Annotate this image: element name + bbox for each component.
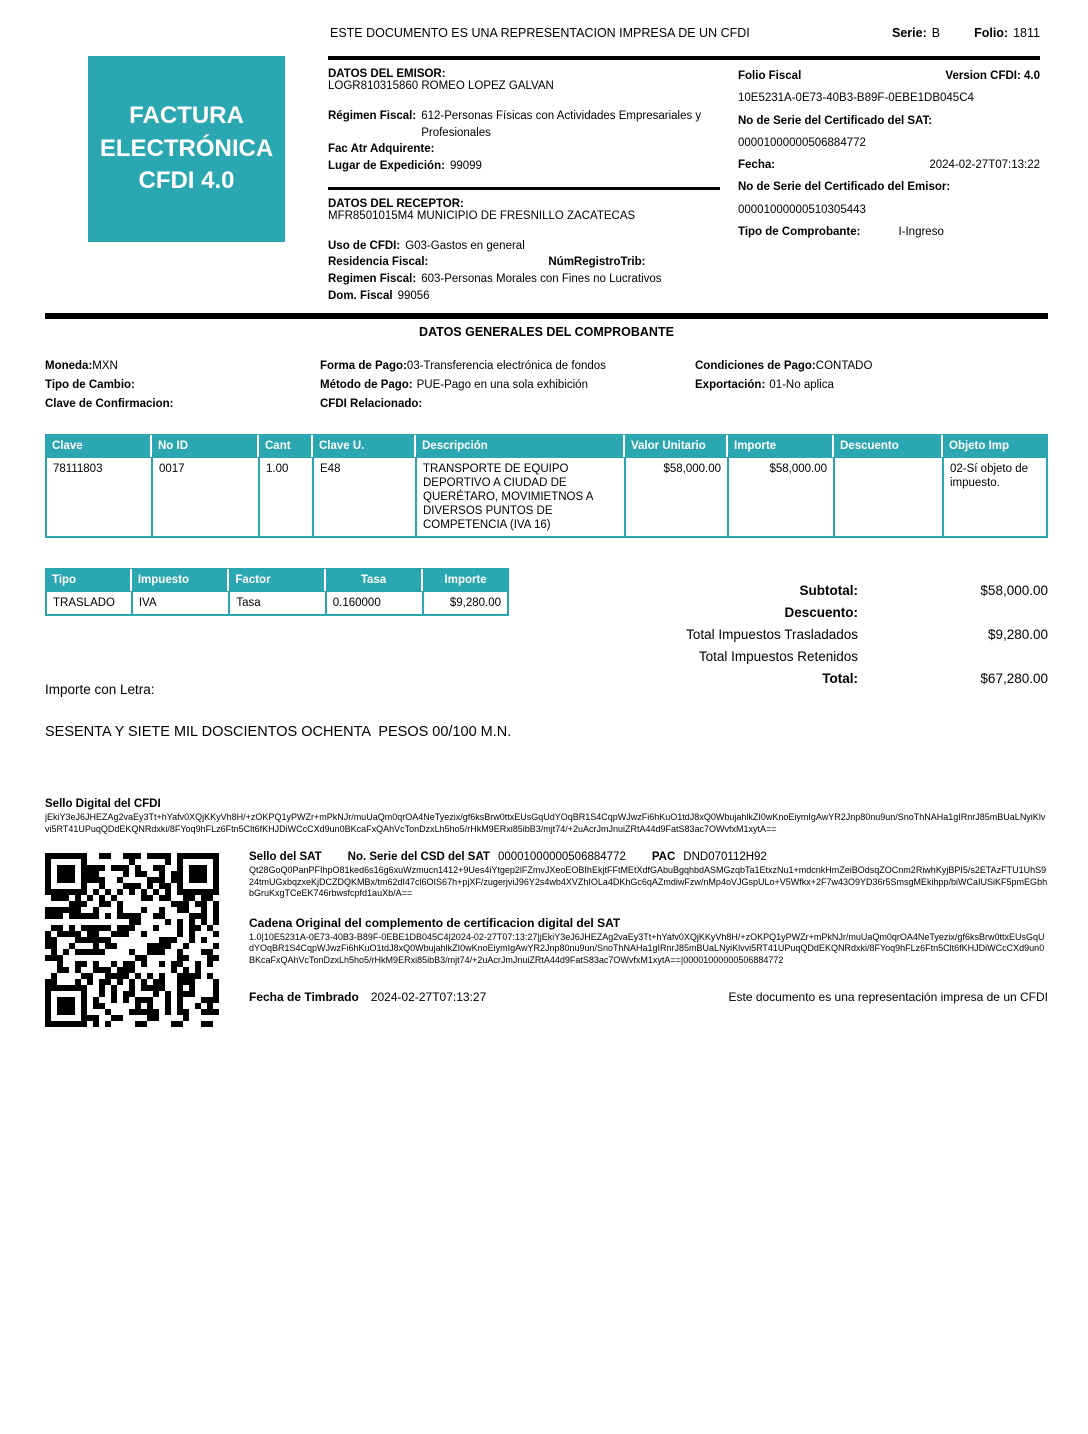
generales-title: DATOS GENERALES DEL COMPROBANTE [419,325,674,340]
uuid-row [738,90,1040,107]
top-header [330,26,1040,40]
receptor-uso-row [328,238,720,255]
items-header-cant: Cant [259,435,313,457]
receptor-block [328,187,720,305]
exportacion-row [695,376,1048,395]
descuento-value [858,602,1048,624]
forma-pago-row [320,357,695,376]
fiscal-column [738,68,1040,304]
csd-value: 00001000000506884772 [497,851,626,864]
emisor-title: DATOS DEL EMISOR: [328,68,446,80]
moneda-value: MXN [92,360,118,373]
invoice-page [0,26,1088,1030]
retenidos-label: Total Impuestos Retenidos [698,648,858,664]
invoice-type-banner [88,56,285,242]
item-descuento [834,457,943,537]
metodo-pago-value: PUE-Pago en una sola exhibición [416,379,588,392]
serie-sat-value-row [738,135,1040,152]
item-descripcion: TRANSPORTE DE EQUIPO DEPORTIVO A CIUDAD DE QUERÉTARO, MOVIMIETNOS A DIVERSOS PUNTOS DE COMPETENCIA (IVA 16) [416,457,625,537]
total-label: Total: [822,670,858,686]
generales-col2 [320,357,695,414]
metodo-pago-row [320,376,695,395]
items-header-objeto-imp: Objeto Imp [943,435,1047,457]
taxes-header-row [46,569,508,591]
table-row [46,457,1047,537]
taxes-header-factor: Factor [229,569,325,591]
representacion-note: Este documento es una representación impresa de un CFDI [728,990,1048,1005]
timbrado-row [249,990,1048,1004]
receptor-regimen-value: 603-Personas Morales con Fines no Lucrativos [421,273,662,286]
items-header-row [46,435,1047,457]
parties-column [328,68,720,304]
emisor-lugar-row [328,158,720,175]
items-header-descuento: Descuento [834,435,943,457]
cadena-title: Cadena Original del complemento de certificacion digital del SAT [249,915,621,930]
serie-emisor-label: No de Serie del Certificado del Emisor: [738,181,951,194]
importe-letra-value: SESENTA Y SIETE MIL DOSCIENTOS OCHENTA PESOS 00/100 M.N. [45,724,512,741]
receptor-residencia-label: Residencia Fiscal: [328,256,429,269]
emisor-facatr-label: Fac Atr Adquirente: [328,143,435,156]
receptor-dom-value: 99056 [397,289,430,302]
serie-value: B [931,26,941,40]
exportacion-label: Exportación: [695,379,766,392]
csd-label: No. Serie del CSD del SAT [347,851,490,864]
tax-factor: Tasa [229,591,325,615]
sello-section [45,798,1048,1030]
receptor-regimen-label: Regimen Fiscal: [328,273,417,286]
subtotal-label: Subtotal: [799,583,858,599]
item-importe: $58,000.00 [728,457,834,537]
sello-sat-title: Sello del SAT [249,851,322,864]
top-section [88,56,1040,304]
retenidos-row [590,646,1048,668]
condiciones-row [695,357,1048,376]
moneda-label: Moneda: [45,360,93,373]
item-claveu: E48 [313,457,416,537]
tipo-comprobante-row [738,224,1040,241]
serie-sat-label-row [738,113,1040,130]
exportacion-value: 01-No aplica [769,379,834,392]
banner-line2: ELECTRÓNICA [99,134,274,162]
clave-confirmacion-label: Clave de Confirmacion: [45,398,174,411]
item-cant: 1.00 [259,457,313,537]
emisor-facatr-row [328,141,720,158]
receptor-dom-row [328,288,720,305]
importe-letra-label: Importe con Letra: [45,682,155,698]
taxes-header-tipo: Tipo [46,569,132,591]
clave-confirmacion-row [45,395,320,414]
folio-fiscal-label: Folio Fiscal [738,70,802,82]
serie-sat-label: No de Serie del Certificado del SAT: [738,114,933,127]
condiciones-value: CONTADO [815,360,873,373]
taxes-header-tasa: Tasa [326,569,424,591]
fecha-row [738,157,1040,174]
cadena-value: 1.0|10E5231A-0E73-40B3-B89F-0EBE1DB045C4|2024-02-27T07:13:27|jEkiY3eJ6JHEZAg2vaEy3Tt+hYafv0XQjKKyVh8H/+zOKPQ1yPWZr+mPkNJr/muUaQm0qrOA4NeTyezix/gf6ksBrw0ttxEUsGqUdYOqBR1S4CqpWJwzFi6hKuO1tdJ8xQ0WbujahlkZI0wKnoEiymIgAwYR2Jnp80nu9un/SnoThNAHa1gIRnrJ85mBUaLNyiKlvvi5RT41UPuqQDdEKQNRdxki/8FYoq9hFLz6Ftn5Clt6fKHJDiWCcCXd9un0BKcaFxQAhVcTonDzxLh5ho5/rHkM9ERxi85ibB3/mjt74/+2uAcrJmJnuiZRtA44d9FatS83ac7OWvfxM1xytA==|00001000000506884772 [249,931,1045,965]
pac-value: DND070112H92 [683,851,767,864]
receptor-title: DATOS DEL RECEPTOR: [328,197,464,210]
descuento-label: Descuento: [784,605,858,621]
pac-label: PAC [651,851,676,864]
receptor-name: MFR8501015M4 MUNICIPIO DE FRESNILLO ZACATECAS [328,209,636,222]
serie-label: Serie: [892,26,927,40]
parties-and-fiscal [328,56,1040,304]
serie-sat-value: 00001000000506884772 [738,136,866,149]
receptor-numregistro-label: NúmRegistroTrib: [548,256,646,269]
receptor-residencia-row [328,254,720,271]
tax-importe: $9,280.00 [423,591,508,615]
items-header-descripcion: Descripción [416,435,625,457]
tipo-cambio-label: Tipo de Cambio: [45,379,135,392]
emisor-regimen-row [328,108,720,141]
document-note: ESTE DOCUMENTO ES UNA REPRESENTACION IMPRESA DE UN CFDI [330,26,750,40]
emisor-regimen-label: Régimen Fiscal: [328,110,417,122]
forma-pago-label: Forma de Pago: [320,360,407,373]
fecha-timbrado-label: Fecha de Timbrado [249,990,359,1005]
tipo-comprobante-label: Tipo de Comprobante: [738,225,861,238]
item-objeto-imp: 02-Sí objeto de impuesto. [943,457,1047,537]
total-value: $67,280.00 [980,670,1048,686]
generales-grid [45,357,1048,414]
items-header-noid: No ID [152,435,259,457]
subtotal-value: $58,000.00 [980,583,1048,599]
uuid-value: 10E5231A-0E73-40B3-B89F-0EBE1DB045C4 [738,92,974,105]
sello-cfdi-title: Sello Digital del CFDI [45,798,161,811]
folio-value: 1811 [1013,26,1040,40]
banner-line3: CFDI 4.0 [138,167,235,195]
summary-left [45,568,590,742]
emisor-lugar-value: 99099 [449,160,482,173]
tax-impuesto: IVA [132,591,230,615]
totals-block [590,568,1048,689]
serie-emisor-label-row [738,179,1040,196]
cfdi-relacionado-row [320,395,695,414]
total-row [590,668,1048,690]
receptor-uso-label: Uso de CFDI: [328,239,401,252]
taxes-header-importe: Importe [423,569,508,591]
cfdi-relacionado-label: CFDI Relacionado: [320,398,423,411]
items-header-valor-unitario: Valor Unitario [625,435,728,457]
items-header-importe: Importe [728,435,834,457]
generales-col3 [695,357,1048,414]
receptor-uso-value: G03-Gastos en general [405,239,525,252]
qr-row [45,851,1048,1030]
item-clave: 78111803 [46,457,152,537]
sello-sat-value: Qt28GoQ0PanPFIhpO81ked6s16g6xuWzmucn1412+9Ues4iYtgep2lFZmvJXeoEOBIhEkjtFFtMEtXdfGAbuBgqhbdASMGzqbTa1EtxzNu1+mdcnkHmZeiBOdsqZOCnm2RiwhKyjBPI5/s2ETAzFTU1UhS924tmUGxbqzxeKjDCZDQKMBx/tm62dI47cl6OIS67h+pjXF/zugerjviJ96Y2s4wb4XVZhIOLa4DKhGc6qAZmdiwFzw/nMp4oVJGspULo+V5Wfkx+2F7w43O9YD36r5SmsgMEkihpp/biWCaIUSiKF5pmEGbhbGruKxgTCeEK746rbwsfcpfd1auXb/A== [249,865,1048,899]
banner-line1: FACTURA [129,102,244,130]
serie-emisor-value-row [738,202,1040,219]
folio-field [974,26,1040,40]
metodo-pago-label: Método de Pago: [320,379,413,392]
taxes-table [45,568,509,616]
tax-tipo: TRASLADO [46,591,132,615]
tipo-comprobante-value: I-Ingreso [898,225,944,238]
fecha-label: Fecha: [738,159,776,171]
serie-field [892,26,940,40]
trasladados-row [590,624,1048,646]
retenidos-value [858,646,1048,668]
items-header-claveu: Clave U. [313,435,416,457]
trasladados-value: $9,280.00 [987,627,1048,643]
taxes-header-impuesto: Impuesto [132,569,230,591]
fecha-timbrado-value: 2024-02-27T07:13:27 [370,990,487,1005]
emisor-lugar-label: Lugar de Expedición: [328,160,445,173]
serie-emisor-value: 00001000000510305443 [738,203,866,216]
section-divider [45,313,1048,319]
generales-col1 [45,357,320,414]
table-row [46,591,508,615]
sat-column [249,851,1048,1030]
item-valor-unitario: $58,000.00 [625,457,728,537]
forma-pago-value: 03-Transferencia electrónica de fondos [406,360,606,373]
emisor-name: LOGR810315860 ROMEO LOPEZ GALVAN [328,80,554,92]
moneda-row [45,357,320,376]
descuento-row [590,602,1048,624]
emisor-regimen-value: 612-Personas Físicas con Actividades Empresariales y Profesionales [421,110,702,139]
condiciones-label: Condiciones de Pago: [695,360,816,373]
tipo-cambio-row [45,376,320,395]
item-noid: 0017 [152,457,259,537]
folio-fiscal-row [738,68,1040,85]
version-cfdi-label: Version CFDI: 4.0 [945,70,1040,82]
sello-sat-header [249,851,1048,863]
sello-cfdi-value: jEkiY3eJ6JHEZAg2vaEy3Tt+hYafv0XQjKKyVh8H/+zOKPQ1yPWZr+mPkNJr/muUaQm0qrOA4NeTyezix/gf6ksBrw0ttxEUsGqUdYOqBR1S4CqpWJwzFi6hKuO1tdJ8xQ0WbujahlkZI0wKnoEiymIgAwYR2Jnp80nu9un/SnoThNAHa1gIRnrJ85mBUaLNyiKlvvi5RT41UPuqQDdEKQNRdxki/8FYoq9hFLz6Ftn5Clt6fKHJDiWCcCXd9un0BKcaFxQAhVcTonDzxLh5ho5/rHkM9ERxi85ibB3/mjt74/+2uAcrJmJnuiZRtA44d9FatS83ac7OWvfxM1xytA== [45,812,1046,834]
qr-code [45,851,233,1030]
items-header-clave: Clave [46,435,152,457]
summary-section [45,568,1048,742]
receptor-regimen-row [328,271,720,288]
trasladados-label: Total Impuestos Trasladados [686,627,858,643]
folio-label: Folio: [974,26,1009,40]
tax-tasa: 0.160000 [326,591,424,615]
subtotal-row [590,580,1048,602]
fecha-value: 2024-02-27T07:13:22 [929,159,1040,171]
receptor-dom-label: Dom. Fiscal [328,289,393,302]
items-table [45,434,1048,538]
